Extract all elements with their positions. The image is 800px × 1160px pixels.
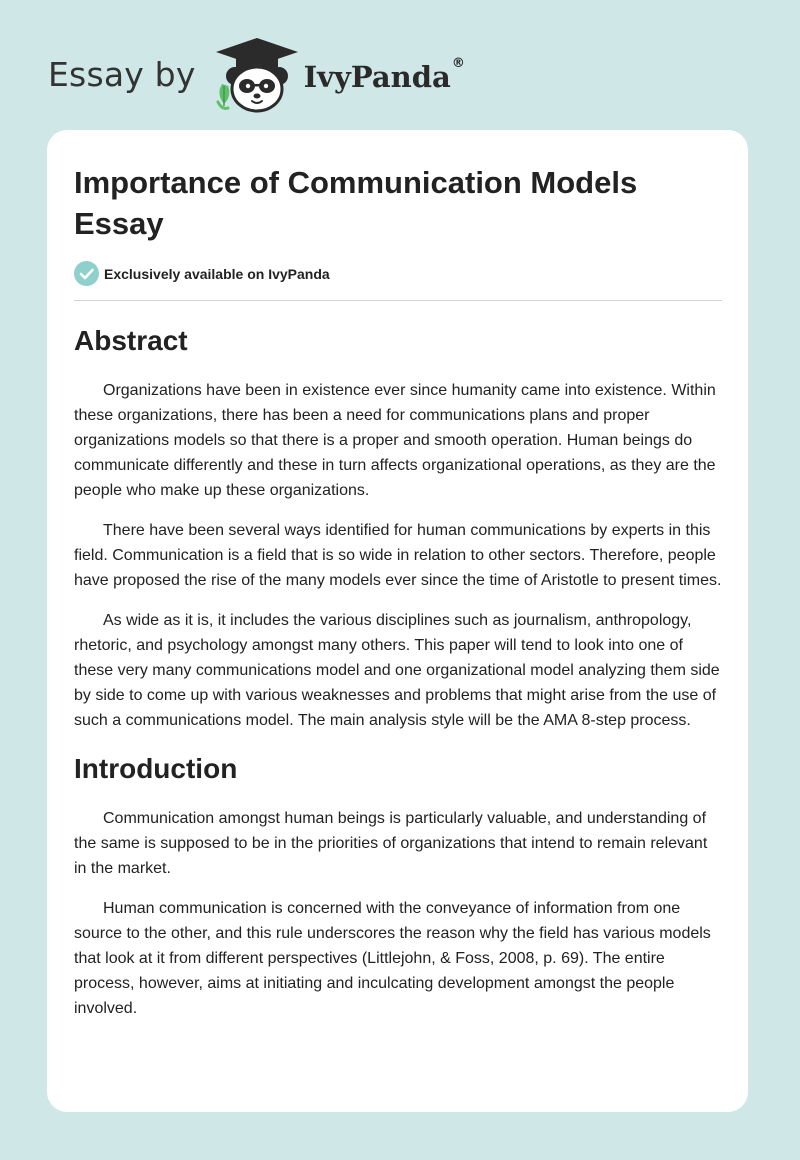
section-heading-abstract: Abstract [74, 325, 188, 356]
essay-title: Importance of Communication Models Essay [74, 165, 638, 241]
section-heading-introduction: Introduction [74, 753, 238, 784]
brand-name: IvyPanda® [303, 56, 465, 94]
exclusive-badge-text: Exclusively available on IvyPanda [104, 265, 330, 282]
paragraph: Communication amongst human beings is particularly valuable, and understanding of the same is supposed to be in the priorities of organizations that intend to remain relevant in the market. [74, 810, 708, 877]
paragraph: As wide as it is, it includes the various disciplines such as journalism, anthropology, rhetoric, and psychology amongst many others. This paper will tend to look into one of these very many communications model and one organizational model analyzing them side by side to come up with various weaknesses and problems that might arise from the use of such a communications model. The main analysis style will be the AMA 8-step process. [74, 612, 720, 729]
check-circle-icon [74, 261, 99, 286]
site-header [48, 34, 465, 114]
exclusive-badge [74, 261, 722, 301]
section-introduction [74, 806, 722, 1021]
essay-by-label: Essay by [48, 54, 196, 94]
paragraph: Human communication is concerned with the conveyance of information from one source to the other, and this rule underscores the reason why the field has various models that look at it from different perspectives (Littlejohn, & Foss, 2008, p. 69). The entire process, however, aims at initiating and inculcating development amongst the people involved. [74, 900, 711, 1017]
section-abstract [74, 378, 722, 733]
paragraph: There have been several ways identified for human communications by experts in this field. Communication is a field that is so wide in relation to other sectors. Therefore, people have proposed the rise of the many models ever since the time of Aristotle to present times. [74, 522, 722, 589]
registered-mark: ® [451, 56, 465, 71]
essay-card [47, 130, 748, 1112]
paragraph: Organizations have been in existence ever since humanity came into existence. Within these organizations, there has been a need for communications plans and proper organizations models so that there is a proper and smooth operation. Human beings do communicate differently and these in turn affects organizational operations, as they are the people who make up these organizations. [74, 382, 716, 499]
panda-logo-icon [214, 34, 300, 114]
